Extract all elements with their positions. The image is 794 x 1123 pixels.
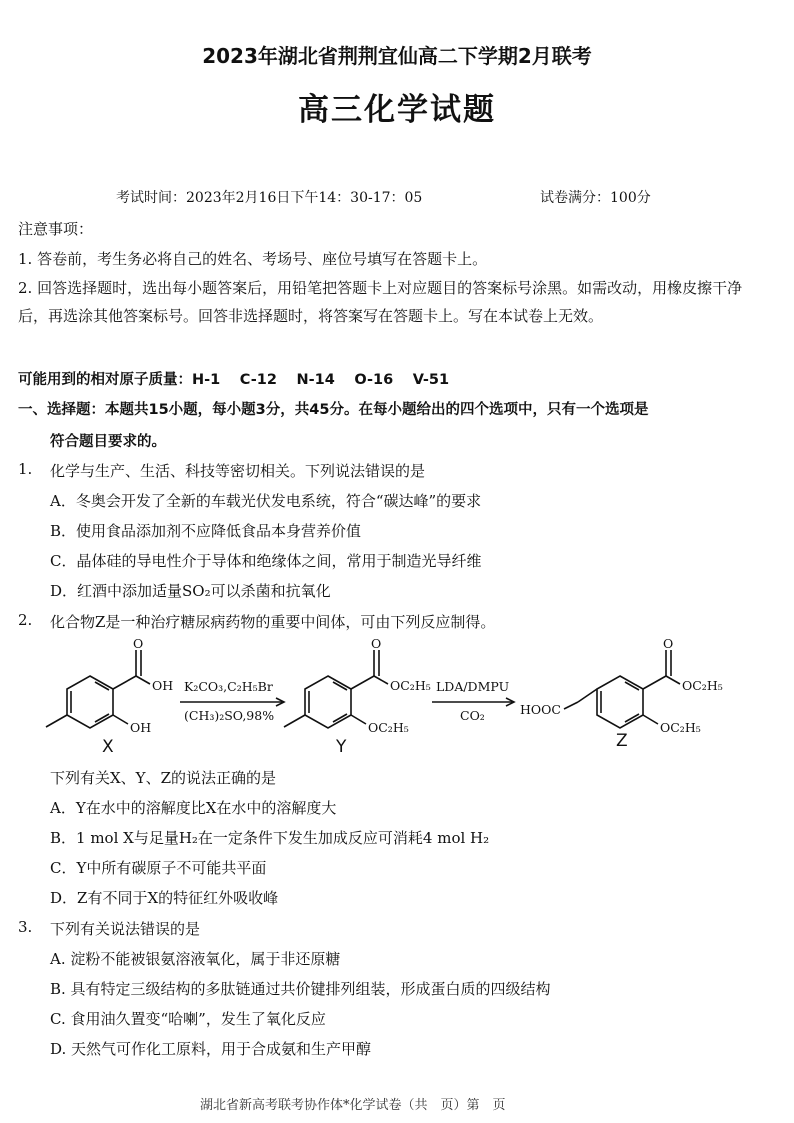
z-ether-group: OC₂H₅ xyxy=(660,720,701,735)
question-2-option-b: B．1 mol X与足量H₂在一定条件下发生加成反应可消耗4 mol H₂ xyxy=(50,829,490,847)
note-item-2: 2. 回答选择题时，选出每小题答案后，用铅笔把答题卡上对应题目的答案标号涂黑。如需改动，用橡皮擦干净后，再选涂其他答案标号。回答非选择题时，将答案写在答题卡上。写在本试卷上无效。 xyxy=(18,279,743,325)
section-header-cont: 符合题目要求的。 xyxy=(50,434,166,450)
subject-title: 高三化学试题 xyxy=(298,92,496,128)
question-2-option-d: D．Z有不同于X的特征红外吸收峰 xyxy=(50,889,279,907)
exam-time: 考试时间：2023年2月16日下午14：30-17：05 xyxy=(116,190,423,206)
question-3-option-d: D. 天然气可作化工原料，用于合成氨和生产甲醇 xyxy=(50,1040,372,1058)
atomic-masses: 可能用到的相对原子质量：H-1 C-12 N-14 O-16 V-51 xyxy=(18,372,450,388)
z-carbonyl-o: O xyxy=(663,636,674,651)
question-2-option-c: C．Y中所有碳原子不可能共平面 xyxy=(50,859,267,877)
section-header: 一、选择题：本题共15小题，每小题3分，共45分。在每小题给出的四个选项中，只有一个选项是 xyxy=(18,402,649,418)
exam-title: 2023年湖北省荆荆宜仙高二下学期2月联考 xyxy=(202,44,592,68)
page-footer: 湖北省新高考联考协作体*化学试卷（共 页）第 页 xyxy=(200,1098,506,1113)
y-carbonyl-o: O xyxy=(371,636,382,651)
question-3-option-b: B. 具有特定三级结构的多肽链通过共价键排列组装，形成蛋白质的四级结构 xyxy=(50,980,551,998)
question-2-sub-stem: 下列有关X、Y、Z的说法正确的是 xyxy=(50,769,277,787)
question-2-option-a: A．Y在水中的溶解度比X在水中的溶解度大 xyxy=(50,799,337,817)
question-3-number: 3. xyxy=(18,918,33,936)
compound-x-label: X xyxy=(102,737,114,757)
molecule-y-structure xyxy=(284,650,388,728)
x-acid-oh: OH xyxy=(152,678,174,693)
compound-y-label: Y xyxy=(336,737,347,757)
question-1-option-c: C．晶体硅的导电性介于导体和绝缘体之间，常用于制造光导纤维 xyxy=(50,552,482,570)
notes-heading: 注意事项： xyxy=(18,220,94,238)
reaction-scheme xyxy=(40,636,760,766)
question-3-stem: 下列有关说法错误的是 xyxy=(50,920,201,938)
molecule-z-structure xyxy=(564,650,680,728)
question-1-option-b: B．使用食品添加剂不应降低食品本身营养价值 xyxy=(50,522,362,540)
molecule-x-structure xyxy=(46,650,150,728)
question-1-number: 1. xyxy=(18,460,33,478)
question-2-stem: 化合物Z是一种治疗糖尿病药物的重要中间体，可由下列反应制得。 xyxy=(50,613,496,631)
arrow2-conditions: CO₂ xyxy=(460,708,485,723)
arrow1-conditions: (CH₃)₂SO,98% xyxy=(184,708,275,723)
question-3-option-a: A. 淀粉不能被银氨溶液氧化，属于非还原糖 xyxy=(50,950,341,968)
question-1-option-a: A．冬奥会开发了全新的车载光伏发电系统，符合“碳达峰”的要求 xyxy=(50,492,482,510)
z-acid-group: HOOC xyxy=(520,702,561,717)
question-1-stem: 化学与生产、生活、科技等密切相关。下列说法错误的是 xyxy=(50,462,426,480)
x-phenol-oh: OH xyxy=(130,720,152,735)
y-ether-group: OC₂H₅ xyxy=(368,720,409,735)
y-ester-group: OC₂H₅ xyxy=(390,678,431,693)
x-carbonyl-o: O xyxy=(133,636,144,651)
question-2-number: 2. xyxy=(18,611,33,629)
exam-score: 试卷满分：100分 xyxy=(540,190,651,206)
question-3-option-c: C. 食用油久置变“哈喇”，发生了氧化反应 xyxy=(50,1010,326,1028)
compound-z-label: Z xyxy=(616,731,628,751)
z-ester-group: OC₂H₅ xyxy=(682,678,723,693)
arrow2-reagents: LDA/DMPU xyxy=(436,679,510,694)
arrow1-reagents: K₂CO₃,C₂H₅Br xyxy=(184,679,273,694)
question-1-option-d: D．红酒中添加适量SO₂可以杀菌和抗氧化 xyxy=(50,582,331,600)
note-item-1: 1. 答卷前，考生务必将自己的姓名、考场号、座位号填写在答题卡上。 xyxy=(18,250,488,268)
